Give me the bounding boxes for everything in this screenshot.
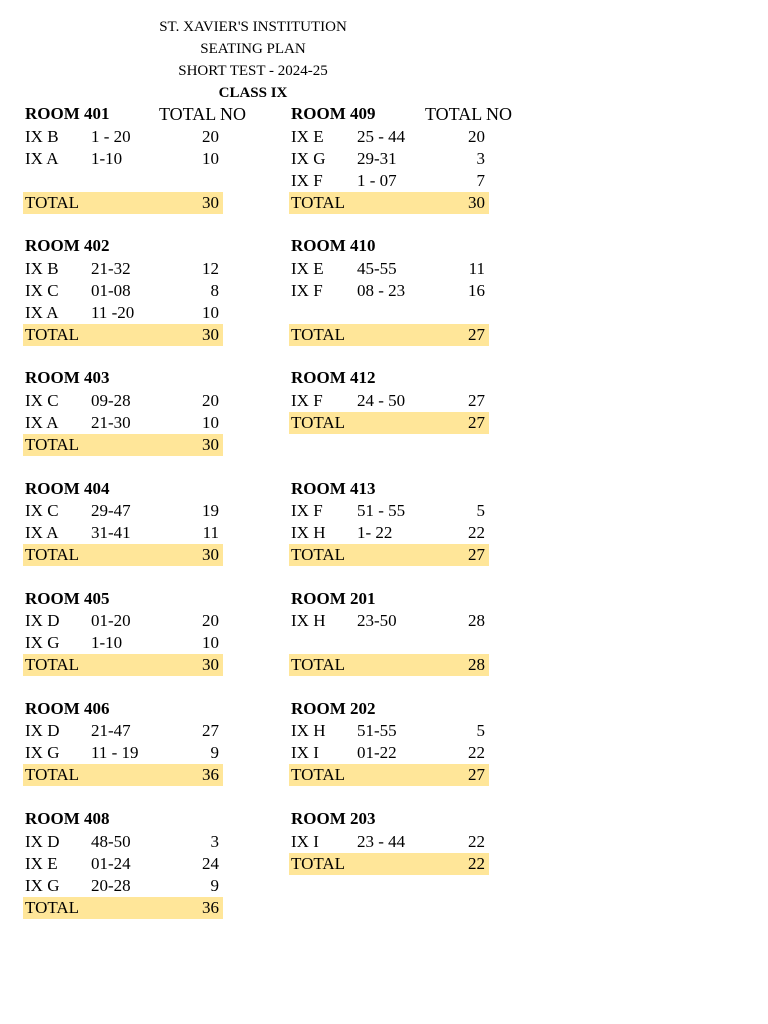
roll-range: 21-32 (91, 259, 131, 278)
table-row (289, 720, 489, 742)
table-row (23, 412, 223, 434)
roll-range: 25 - 44 (357, 127, 406, 146)
student-count: 27 (468, 391, 485, 410)
total-value: 27 (468, 413, 485, 432)
roll-range: 01-08 (91, 281, 131, 300)
total-label: TOTAL (291, 655, 346, 674)
table-row (289, 280, 489, 302)
roll-range: 01-24 (91, 854, 131, 873)
class-section: IX D (25, 721, 60, 740)
table-row (23, 875, 223, 897)
roll-range: 23-50 (357, 611, 397, 630)
total-label: TOTAL (291, 193, 346, 212)
total-row (289, 654, 489, 676)
student-count: 27 (202, 721, 219, 740)
room-heading (289, 478, 489, 500)
student-count: 20 (202, 127, 219, 146)
student-count: 16 (468, 281, 485, 300)
room-number: ROOM 409 (291, 104, 376, 123)
table-row (289, 170, 489, 192)
class-section: IX I (291, 832, 319, 851)
total-label: TOTAL (291, 765, 346, 784)
student-count: 3 (210, 832, 219, 851)
total-row (23, 192, 223, 214)
roll-range: 29-31 (357, 149, 397, 168)
total-row (289, 412, 489, 434)
class-section: IX F (291, 281, 323, 300)
roll-range: 1-10 (91, 149, 123, 168)
class-section: IX G (25, 876, 60, 895)
table-row (23, 258, 223, 280)
room-heading (23, 235, 223, 257)
total-label: TOTAL (291, 854, 346, 873)
room-heading (23, 698, 223, 720)
room-heading (23, 367, 223, 389)
student-count: 10 (202, 149, 219, 168)
total-row (23, 764, 223, 786)
total-value: 30 (202, 655, 219, 674)
class-section: IX F (291, 501, 323, 520)
table-row (23, 522, 223, 544)
table-row (289, 390, 489, 412)
roll-range: 45-55 (357, 259, 397, 278)
total-label: TOTAL (25, 765, 80, 784)
room-number: ROOM 201 (291, 589, 376, 608)
table-row (23, 280, 223, 302)
total-row (23, 544, 223, 566)
total-value: 30 (202, 545, 219, 564)
total-no-heading-left: TOTAL NO (159, 104, 247, 124)
student-count: 8 (210, 281, 219, 300)
class-section: IX H (291, 523, 326, 542)
table-row (289, 148, 489, 170)
room-heading (289, 808, 489, 830)
total-label: TOTAL (291, 413, 346, 432)
class-section: IX A (25, 149, 59, 168)
class-section: IX E (291, 259, 324, 278)
roll-range: 23 - 44 (357, 832, 406, 851)
table-row (23, 390, 223, 412)
roll-range: 51-55 (357, 721, 397, 740)
total-value: 36 (202, 765, 219, 784)
student-count: 22 (468, 743, 485, 762)
total-row (289, 764, 489, 786)
student-count: 28 (468, 611, 485, 630)
class-section: IX C (25, 281, 59, 300)
total-value: 30 (202, 325, 219, 344)
roll-range: 08 - 23 (357, 281, 406, 300)
class-section: IX B (25, 127, 59, 146)
roll-range: 01-22 (357, 743, 397, 762)
student-count: 12 (202, 259, 219, 278)
student-count: 3 (476, 149, 485, 168)
document-title: SEATING PLAN (200, 41, 306, 57)
table-row (289, 610, 489, 632)
student-count: 20 (202, 391, 219, 410)
total-value: 27 (468, 325, 485, 344)
room-heading (23, 808, 223, 830)
table-row (289, 742, 489, 764)
total-value: 28 (468, 655, 485, 674)
total-label: TOTAL (25, 655, 80, 674)
total-value: 30 (468, 193, 485, 212)
class-section: IX C (25, 391, 59, 410)
table-row (289, 831, 489, 853)
total-no-heading-right: TOTAL NO (425, 104, 513, 124)
table-row (289, 126, 489, 148)
room-number: ROOM 413 (291, 479, 376, 498)
room-number: ROOM 203 (291, 809, 376, 828)
student-count: 10 (202, 633, 219, 652)
table-row (23, 742, 223, 764)
total-row (23, 654, 223, 676)
roll-range: 11 -20 (91, 303, 135, 322)
total-value: 27 (468, 545, 485, 564)
roll-range: 20-28 (91, 876, 131, 895)
roll-range: 48-50 (91, 832, 131, 851)
table-row (23, 500, 223, 522)
room-number: ROOM 406 (25, 699, 110, 718)
total-label: TOTAL (25, 898, 80, 917)
total-label: TOTAL (25, 193, 80, 212)
table-row (23, 302, 223, 324)
roll-range: 1 - 07 (357, 171, 397, 190)
total-label: TOTAL (25, 435, 80, 454)
class-section: IX A (25, 413, 59, 432)
class-section: IX H (291, 721, 326, 740)
class-section: IX A (25, 303, 59, 322)
roll-range: 31-41 (91, 523, 131, 542)
roll-range: 21-30 (91, 413, 131, 432)
table-row (23, 126, 223, 148)
class-section: IX G (25, 633, 60, 652)
total-value: 36 (202, 898, 219, 917)
room-number: ROOM 202 (291, 699, 376, 718)
roll-range: 11 - 19 (91, 743, 139, 762)
table-row (289, 258, 489, 280)
class-section: IX B (25, 259, 59, 278)
class-section: IX G (291, 149, 326, 168)
room-number: ROOM 405 (25, 589, 110, 608)
room-number: ROOM 404 (25, 479, 110, 498)
room-heading (23, 103, 223, 125)
roll-range: 01-20 (91, 611, 131, 630)
class-section: IX F (291, 391, 323, 410)
student-count: 20 (202, 611, 219, 630)
student-count: 22 (468, 523, 485, 542)
total-row (289, 853, 489, 875)
student-count: 9 (210, 876, 219, 895)
student-count: 11 (468, 259, 485, 278)
student-count: 11 (202, 523, 219, 542)
total-label: TOTAL (25, 545, 80, 564)
class-section: IX F (291, 171, 323, 190)
table-row (23, 632, 223, 654)
room-number: ROOM 410 (291, 236, 376, 255)
class-section: IX H (291, 611, 326, 630)
room-heading (289, 588, 489, 610)
institution-name: ST. XAVIER'S INSTITUTION (159, 19, 347, 35)
class-name: CLASS IX (218, 85, 288, 101)
total-label: TOTAL (291, 545, 346, 564)
class-section: IX I (291, 743, 319, 762)
student-count: 5 (476, 721, 485, 740)
student-count: 9 (210, 743, 219, 762)
student-count: 5 (476, 501, 485, 520)
room-number: ROOM 408 (25, 809, 110, 828)
room-number: ROOM 402 (25, 236, 110, 255)
room-heading (23, 588, 223, 610)
student-count: 22 (468, 832, 485, 851)
test-name: SHORT TEST - 2024-25 (178, 63, 328, 79)
class-section: IX E (291, 127, 324, 146)
total-value: 30 (202, 193, 219, 212)
table-row (289, 522, 489, 544)
room-heading (289, 235, 489, 257)
room-number: ROOM 401 (25, 104, 110, 123)
class-section: IX A (25, 523, 59, 542)
total-row (23, 897, 223, 919)
student-count: 10 (202, 303, 219, 322)
roll-range: 09-28 (91, 391, 131, 410)
total-label: TOTAL (291, 325, 346, 344)
class-section: IX D (25, 832, 60, 851)
roll-range: 1 - 20 (91, 127, 131, 146)
total-row (23, 324, 223, 346)
student-count: 19 (202, 501, 219, 520)
roll-range: 1-10 (91, 633, 123, 652)
room-heading (289, 103, 489, 125)
total-value: 30 (202, 435, 219, 454)
total-value: 22 (468, 854, 485, 873)
room-heading (289, 367, 489, 389)
roll-range: 29-47 (91, 501, 131, 520)
table-row (23, 853, 223, 875)
room-number: ROOM 403 (25, 368, 110, 387)
total-row (289, 544, 489, 566)
room-number: ROOM 412 (291, 368, 376, 387)
table-row (23, 720, 223, 742)
roll-range: 21-47 (91, 721, 131, 740)
roll-range: 24 - 50 (357, 391, 406, 410)
roll-range: 1- 22 (357, 523, 393, 542)
table-row (23, 148, 223, 170)
student-count: 24 (202, 854, 219, 873)
total-value: 27 (468, 765, 485, 784)
table-row (23, 831, 223, 853)
total-row (23, 434, 223, 456)
class-section: IX E (25, 854, 58, 873)
total-row (289, 324, 489, 346)
total-label: TOTAL (25, 325, 80, 344)
class-section: IX G (25, 743, 60, 762)
student-count: 7 (476, 171, 485, 190)
class-section: IX D (25, 611, 60, 630)
room-heading (23, 478, 223, 500)
total-row (289, 192, 489, 214)
student-count: 10 (202, 413, 219, 432)
table-row (23, 610, 223, 632)
class-section: IX C (25, 501, 59, 520)
roll-range: 51 - 55 (357, 501, 406, 520)
student-count: 20 (468, 127, 485, 146)
room-heading (289, 698, 489, 720)
table-row (289, 500, 489, 522)
